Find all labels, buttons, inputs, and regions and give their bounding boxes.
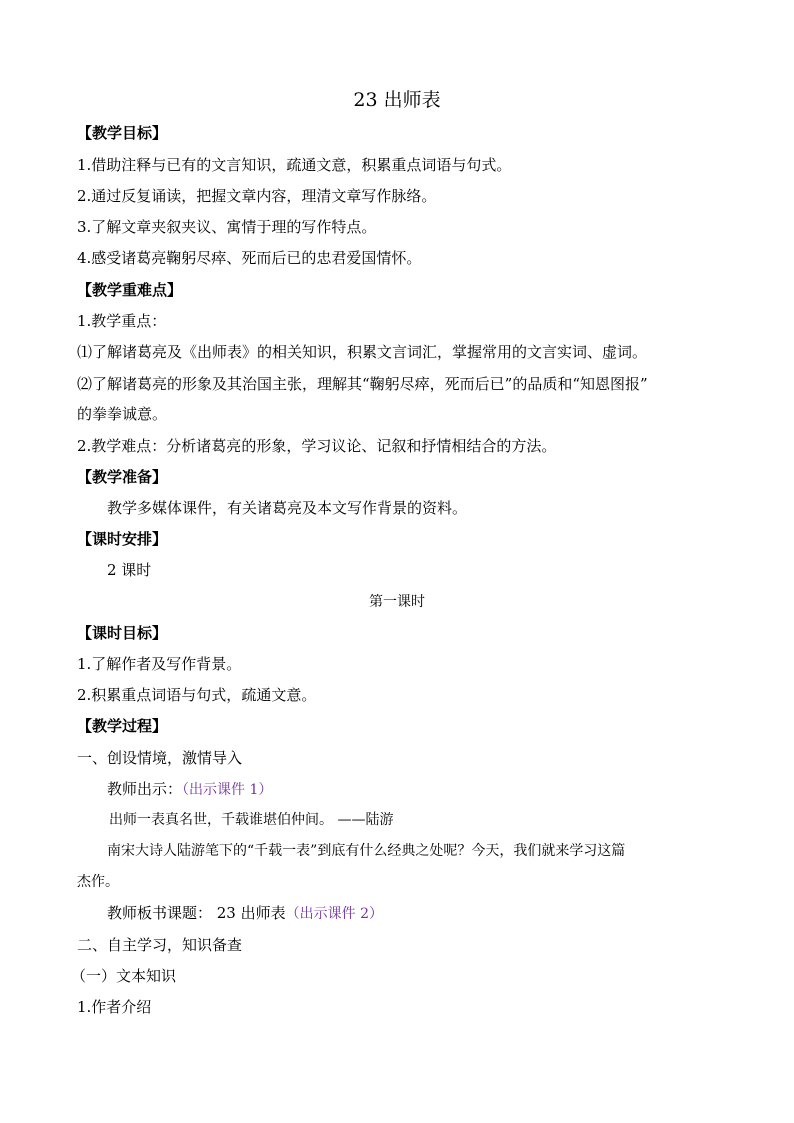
schedule-text: 2 课时 [107, 561, 152, 579]
goal-item: 3.了解文章夹叙夹议、寓情于理的写作特点。 [77, 218, 377, 236]
key-point: ⑴了解诸葛亮及《出师表》的相关知识，积累文言词汇，掌握常用的文言实词、虚词。 [77, 343, 648, 361]
sub1-heading: （一）文本知识 [71, 967, 177, 985]
goal-item: 4.感受诸葛亮鞠躬尽瘁、死而后已的忠君爱国情怀。 [77, 249, 422, 267]
courseware-1-note: （出示课件 1） [182, 782, 273, 798]
lesson-title: 第一课时 [369, 594, 425, 610]
board-line [107, 903, 383, 924]
process-heading: 【教学过程】 [77, 717, 168, 735]
intro-paragraph-line2: 杰作。 [77, 874, 119, 890]
key-difficulty-heading: 【教学重难点】 [77, 281, 183, 299]
schedule-heading: 【课时安排】 [77, 530, 168, 548]
lesson-goal-item: 1.了解作者及写作背景。 [77, 655, 242, 673]
step1-heading: 一、创设情境，激情导入 [77, 749, 243, 767]
prep-text: 教学多媒体课件，有关诸葛亮及本文写作背景的资料。 [107, 499, 468, 517]
prep-heading: 【教学准备】 [77, 468, 168, 486]
page-title: 23 出师表 [353, 89, 441, 111]
teacher-show-label: 教师出示： [107, 780, 183, 798]
key-point-continuation: 的拳拳诚意。 [77, 405, 168, 423]
author-intro-heading: 1.作者介绍 [77, 998, 152, 1016]
key-label: 1.教学重点： [77, 312, 167, 330]
goal-item: 1.借助注释与已有的文言知识，疏通文意，积累重点词语与句式。 [77, 156, 512, 174]
poem-quote: 出师一表真名世，千载谁堪伯仲间。 ——陆游 [109, 812, 394, 828]
key-point: ⑵了解诸葛亮的形象及其治国主张，理解其“鞠躬尽瘁，死而后已”的品质和“知恩图报” [77, 375, 648, 393]
goals-heading: 【教学目标】 [77, 124, 168, 142]
courseware-2-note: （出示课件 2） [285, 906, 383, 922]
difficulty-point: 2.教学难点：分析诸葛亮的形象，学习议论、记叙和抒情相结合的方法。 [77, 437, 557, 455]
teacher-show-line [107, 779, 272, 800]
lesson-goal-item: 2.积累重点词语与句式，疏通文意。 [77, 686, 317, 704]
board-text: 教师板书课题： 23 出师表 [107, 904, 286, 922]
intro-paragraph-line1: 南宋大诗人陆游笔下的“千载一表”到底有什么经典之处呢？今天，我们就来学习这篇 [107, 843, 626, 859]
goal-item: 2.通过反复诵读，把握文章内容，理清文章写作脉络。 [77, 187, 437, 205]
lesson-goals-heading: 【课时目标】 [77, 624, 168, 642]
step2-heading: 二、自主学习，知识备查 [77, 936, 243, 954]
